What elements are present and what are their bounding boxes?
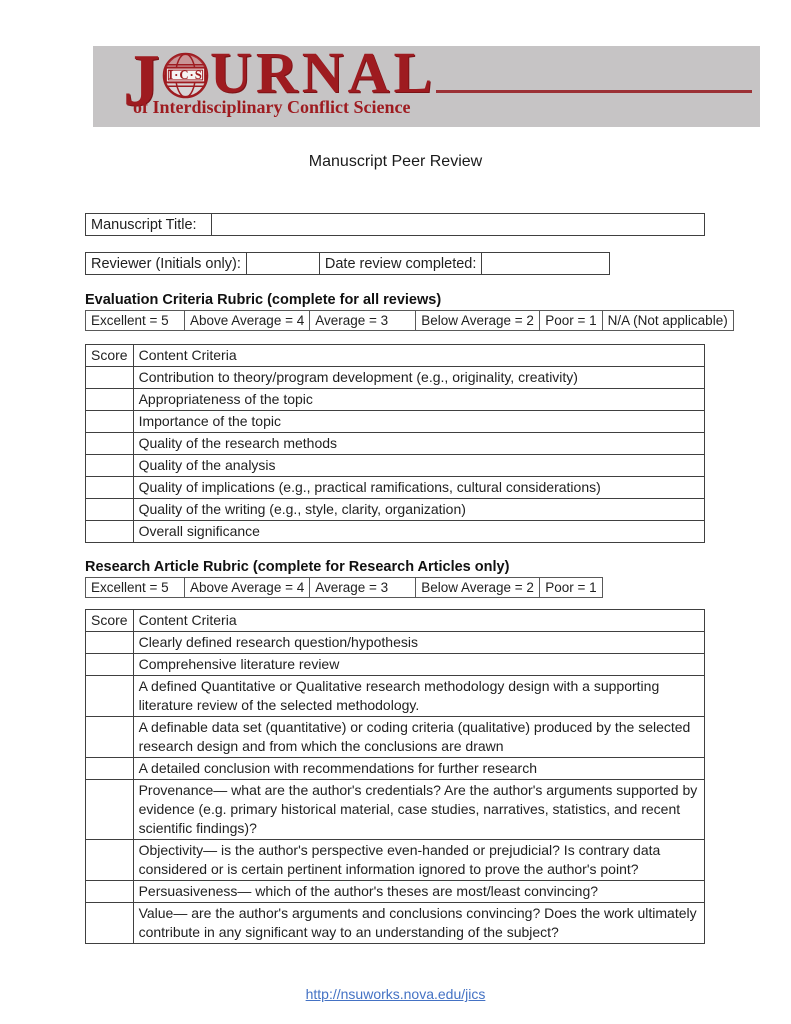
score-input-cell[interactable] — [86, 632, 134, 654]
manuscript-title-row — [86, 214, 705, 236]
evaluation-rubric-heading: Evaluation Criteria Rubric (complete for all reviews) — [85, 292, 442, 308]
reviewer-initials-label: Reviewer (Initials only): — [86, 253, 247, 275]
criteria-cell: Quality of the research methods — [133, 433, 704, 455]
criteria-cell: Importance of the topic — [133, 411, 704, 433]
score-input-cell[interactable] — [86, 411, 134, 433]
research-rubric-heading: Research Article Rubric (complete for Research Articles only) — [85, 559, 510, 575]
score-input-cell[interactable] — [86, 654, 134, 676]
table-row — [86, 676, 705, 717]
logo-ics-text: I·C·S — [168, 67, 203, 82]
table-row — [86, 654, 705, 676]
scale-below-average: Below Average = 2 — [416, 311, 540, 331]
table-row — [86, 717, 705, 758]
evaluation-criteria-table — [85, 344, 705, 543]
criteria-cell: Objectivity— is the author's perspective even-handed or prejudicial? Is contrary data considered or is certain pertinent information ignored to prove the author's point? — [133, 840, 704, 881]
logo-letters-urnal: URNAL — [210, 40, 437, 105]
footer-link[interactable]: http://nsuworks.nova.edu/jics — [305, 986, 486, 1002]
scale-na: N/A (Not applicable) — [602, 311, 733, 331]
table-row — [86, 477, 705, 499]
scale-average: Average = 3 — [310, 578, 416, 598]
date-completed-input[interactable] — [482, 253, 610, 275]
score-input-cell[interactable] — [86, 433, 134, 455]
reviewer-date-row — [86, 253, 610, 275]
score-input-cell[interactable] — [86, 477, 134, 499]
research-scale-table — [85, 577, 603, 598]
journal-logo-band — [93, 40, 760, 127]
criteria-cell: Clearly defined research question/hypothesis — [133, 632, 704, 654]
score-column-header: Score — [86, 610, 134, 632]
table-row — [86, 632, 705, 654]
score-input-cell[interactable] — [86, 521, 134, 543]
scale-excellent: Excellent = 5 — [86, 311, 185, 331]
logo-horizontal-rule — [436, 90, 752, 93]
footer — [0, 986, 791, 1002]
criteria-cell: A definable data set (quantitative) or coding criteria (qualitative) produced by the selected research design and from which the conclusions are drawn — [133, 717, 704, 758]
date-completed-label: Date review completed: — [319, 253, 482, 275]
score-column-header: Score — [86, 345, 134, 367]
criteria-cell: Appropriateness of the topic — [133, 389, 704, 411]
logo-subtitle: of Interdisciplinary Conflict Science — [133, 97, 411, 117]
scale-excellent: Excellent = 5 — [86, 578, 185, 598]
criteria-cell: Quality of the analysis — [133, 455, 704, 477]
evaluation-scale-row — [86, 311, 734, 331]
criteria-cell: Quality of the writing (e.g., style, clarity, organization) — [133, 499, 704, 521]
table-row — [86, 433, 705, 455]
score-input-cell[interactable] — [86, 455, 134, 477]
table-header-row — [86, 610, 705, 632]
table-row — [86, 521, 705, 543]
table-row — [86, 780, 705, 840]
score-input-cell[interactable] — [86, 780, 134, 840]
research-criteria-table — [85, 609, 705, 944]
table-row — [86, 881, 705, 903]
criteria-cell: Quality of implications (e.g., practical ramifications, cultural considerations) — [133, 477, 704, 499]
score-input-cell[interactable] — [86, 389, 134, 411]
logo-letter-j: J — [123, 40, 160, 122]
score-input-cell[interactable] — [86, 758, 134, 780]
table-row — [86, 367, 705, 389]
scale-above-average: Above Average = 4 — [185, 311, 310, 331]
manuscript-title-input[interactable] — [212, 214, 705, 236]
score-input-cell[interactable] — [86, 903, 134, 944]
criteria-cell: A detailed conclusion with recommendations for further research — [133, 758, 704, 780]
scale-poor: Poor = 1 — [540, 578, 602, 598]
criteria-cell: Persuasiveness— which of the author's theses are most/least convincing? — [133, 881, 704, 903]
scale-above-average: Above Average = 4 — [185, 578, 310, 598]
manuscript-title-label: Manuscript Title: — [86, 214, 212, 236]
score-input-cell[interactable] — [86, 717, 134, 758]
reviewer-initials-input[interactable] — [246, 253, 319, 275]
reviewer-date-table — [85, 252, 610, 275]
score-input-cell[interactable] — [86, 367, 134, 389]
evaluation-scale-table — [85, 310, 734, 331]
page-title: Manuscript Peer Review — [308, 153, 483, 170]
table-row — [86, 758, 705, 780]
criteria-cell: A defined Quantitative or Qualitative research methodology design with a supporting literature review of the selected methodology. — [133, 676, 704, 717]
criteria-column-header: Content Criteria — [133, 345, 704, 367]
research-scale-row — [86, 578, 603, 598]
table-row — [86, 455, 705, 477]
score-input-cell[interactable] — [86, 676, 134, 717]
criteria-cell: Overall significance — [133, 521, 704, 543]
table-row — [86, 903, 705, 944]
criteria-cell: Contribution to theory/program development (e.g., originality, creativity) — [133, 367, 704, 389]
criteria-cell: Value— are the author's arguments and conclusions convincing? Does the work ultimately contribute in any significant way to an understanding of the subject? — [133, 903, 704, 944]
table-header-row — [86, 345, 705, 367]
table-row — [86, 499, 705, 521]
manuscript-title-table — [85, 213, 705, 236]
criteria-column-header: Content Criteria — [133, 610, 704, 632]
table-row — [86, 411, 705, 433]
table-row — [86, 840, 705, 881]
scale-average: Average = 3 — [310, 311, 416, 331]
scale-poor: Poor = 1 — [540, 311, 602, 331]
score-input-cell[interactable] — [86, 499, 134, 521]
scale-below-average: Below Average = 2 — [416, 578, 540, 598]
criteria-cell: Provenance— what are the author's credentials? Are the author's arguments supported by evidence (e.g. primary historical material, case studies, narratives, statistics, and recent scientific findings)? — [133, 780, 704, 840]
table-row — [86, 389, 705, 411]
score-input-cell[interactable] — [86, 881, 134, 903]
criteria-cell: Comprehensive literature review — [133, 654, 704, 676]
score-input-cell[interactable] — [86, 840, 134, 881]
